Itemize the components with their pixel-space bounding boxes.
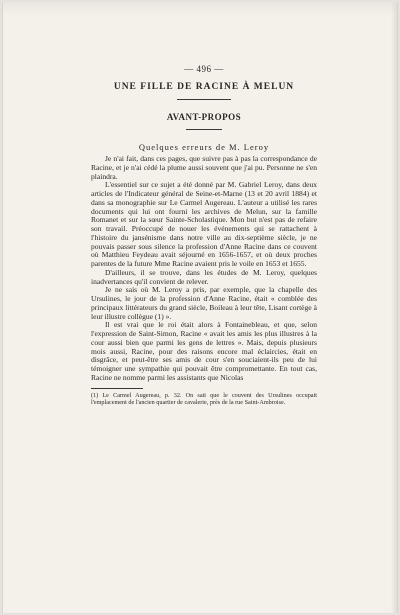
footnote-rule [91, 388, 143, 389]
book-page [2, 2, 398, 613]
page-content [91, 64, 317, 406]
paragraph: D'ailleurs, il se trouve, dans les études de M. Leroy, quelques inadvertances qu'il convient de relever. [91, 267, 317, 286]
page-shadow [3, 2, 397, 16]
article-title: UNE FILLE DE RACINE À MELUN [113, 82, 295, 92]
page-edge [391, 2, 397, 613]
title-rule [177, 99, 231, 100]
section-heading: Quelques erreurs de M. Leroy [138, 142, 270, 152]
page-number: — 496 — [184, 64, 224, 74]
subtitle-rule [186, 129, 222, 130]
paragraph: L'essentiel sur ce sujet a été donné par M. Gabriel Leroy, dans deux articles de l'Indicateur général de Seine-et-Marne (13 et 20 avril 1884) et dans sa monographie sur Le Carmel Augereau. L'auteur a utilisé les rares documents qui lui ont fourni les archives de Melun, sur la famille Romanet et sur la sœur Sainte-Scholastique. Mon but n'est pas de refaire son travail. Préoccupé de nouer les événements qui se rattachent à l'histoire du jansénisme dans notre ville au dix-septième siècle, je ne pouvais passer sous silence la profession d'Anne Racine dans ce couvent où Matthieu Feydeau avait séjourné en 1656-1657, et où deux proches parentes de la future Mme Racine avaient pris le voile en 1653 et 1655. [91, 180, 317, 268]
paragraph: Je ne sais où M. Leroy a pris, par exemple, que la chapelle des Ursulines, le jour de la profession d'Anne Racine, était « comblée des principaux littérateurs du grand siècle, Boileau à leur tête, Lisant cortège à leur illustre collègue (1) ». [91, 285, 317, 321]
footnote: (1) Le Carmel Augereau, p. 32. On sait que le couvent des Ursulines occupait l'emplacement de l'ancien quartier de cavalerie, près de la rue Saint-Ambroise. [91, 391, 317, 406]
paragraph: Je n'ai fait, dans ces pages, que suivre pas à pas la correspondance de Racine, et je n'ai cédé la plume aussi souvent que j'ai pu. Personne ne s'en plaindra. [91, 154, 317, 181]
section-title: AVANT-PROPOS [166, 112, 242, 122]
body-text [91, 155, 317, 383]
paragraph: Il est vrai que le roi était alors à Fontainebleau, et que, selon l'expression de Saint-Simon, Racine « avait les amis les plus illustres à la cour aussi bien que parmi les gens de lettres ». Mais, depuis plusieurs mois aussi, Racine, pour des raisons encore mal éclaircies, était en disgrâce, et peut-être ses amis de cour s'en souciaient-ils peu de lui témoigner une sympathie qui pouvait être compromettante. En tout cas, Racine ne nomme parmi les assistants que Nicolas [91, 320, 317, 382]
